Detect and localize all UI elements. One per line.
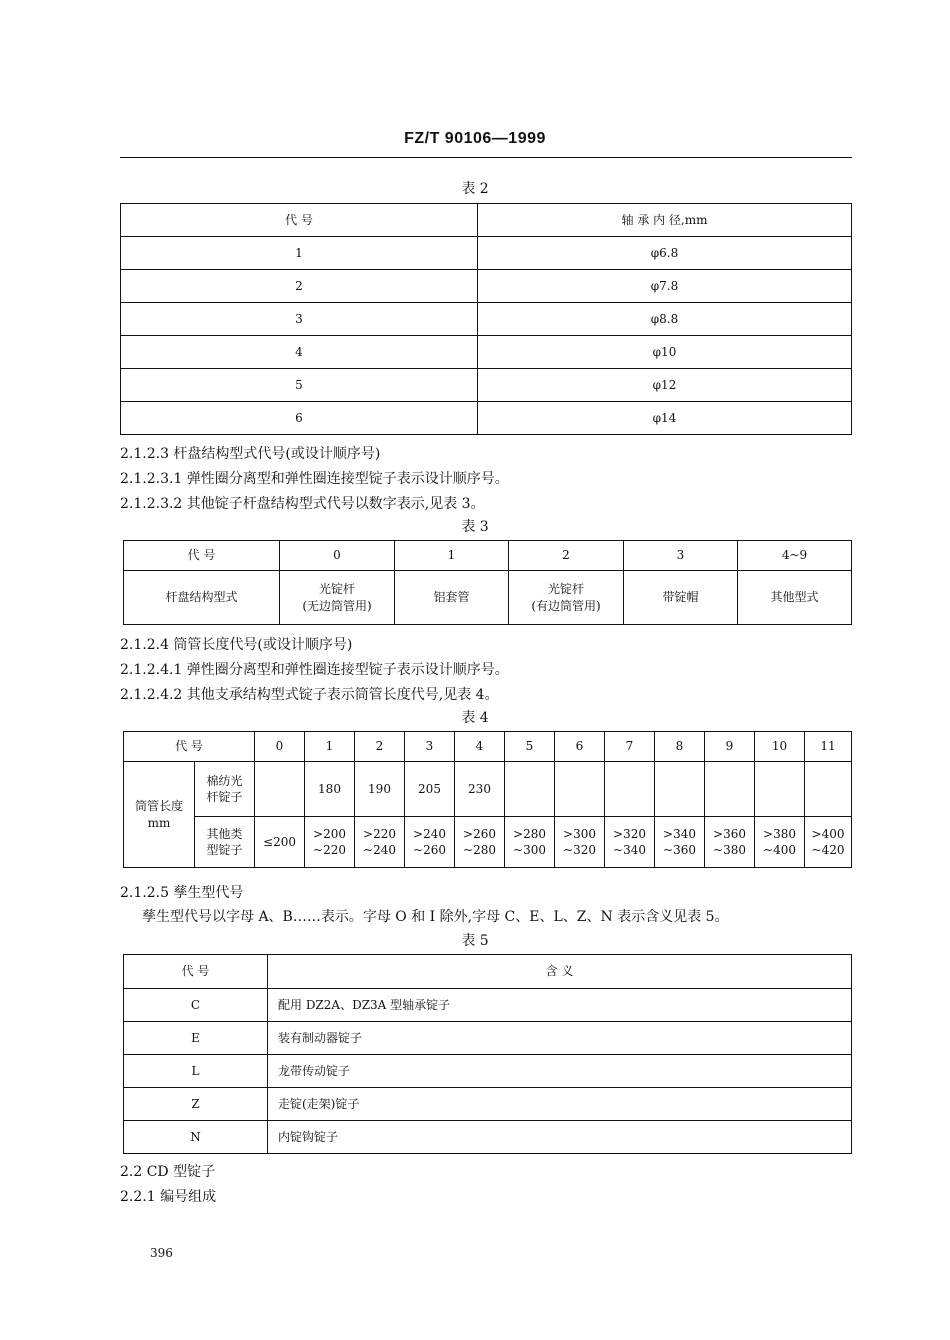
table4-cell: >280 ~300 [505,817,555,868]
section-2-1-2-3-1: 2.1.2.3.1 弹性圈分离型和弹性圈连接型锭子表示设计顺序号。 [120,471,509,487]
table-row [124,1022,852,1055]
table4-cell [655,762,705,817]
table3-cell: 其他型式 [738,571,852,625]
section-2-2-1: 2.2.1 编号组成 [120,1189,217,1205]
table2-cell: φ7.8 [478,270,852,303]
table-row [121,369,852,402]
section-2-1-2-3-2: 2.1.2.3.2 其他锭子杆盘结构型式代号以数字表示,见表 3。 [120,496,485,512]
table4-code: 8 [655,732,705,762]
page-number: 396 [150,1246,173,1260]
table4-code: 4 [455,732,505,762]
table-4 [123,731,852,868]
table-row [121,237,852,270]
table4-cell: 230 [455,762,505,817]
table2-cell: 4 [121,336,478,369]
table3-header: 3 [624,541,738,571]
table4-cell: >400 ~420 [805,817,852,868]
table-5 [123,954,852,1154]
table2-cell: φ12 [478,369,852,402]
table5-code: E [124,1022,268,1055]
table5-meaning: 装有制动器锭子 [268,1022,852,1055]
table4-cell: >320 ~340 [605,817,655,868]
table4-cell: >220 ~240 [355,817,405,868]
table-row [124,762,852,817]
table3-cell: 光锭杆 (有边筒管用) [509,571,624,625]
table4-code: 7 [605,732,655,762]
section-2-1-2-5: 2.1.2.5 孳生型代号 [120,885,244,901]
table4-cell [555,762,605,817]
table4-code: 0 [255,732,305,762]
table-row [124,817,852,868]
table5-code: Z [124,1088,268,1121]
table4-code: 3 [405,732,455,762]
table5-code: C [124,989,268,1022]
table5-meaning: 内锭钩锭子 [268,1121,852,1154]
table5-meaning: 配用 DZ2A、DZ3A 型轴承锭子 [268,989,852,1022]
section-2-1-2-4-2: 2.1.2.4.2 其他支承结构型式锭子表示筒管长度代号,见表 4。 [120,687,499,703]
table3-header: 1 [395,541,509,571]
table2-cell: φ14 [478,402,852,435]
table4-cell [255,762,305,817]
table4-group-label: 筒管长度 mm [124,762,195,868]
table-row [121,303,852,336]
section-2-1-2-4: 2.1.2.4 筒管长度代号(或设计顺序号) [120,637,353,653]
table2-cell: 5 [121,369,478,402]
table-2 [120,203,852,435]
table2-cell: 1 [121,237,478,270]
table-row [121,402,852,435]
table4-cell [605,762,655,817]
table4-code: 11 [805,732,852,762]
table5-header-meaning: 含 义 [268,955,852,989]
table2-cell: 6 [121,402,478,435]
table-row [124,571,852,625]
table4-code: 2 [355,732,405,762]
table4-cell [755,762,805,817]
table-3 [123,540,852,625]
section-2-1-2-3: 2.1.2.3 杆盘结构型式代号(或设计顺序号) [120,446,381,462]
table5-meaning: 龙带传动锭子 [268,1055,852,1088]
table3-cell: 带锭帽 [624,571,738,625]
table3-header: 2 [509,541,624,571]
section-2-1-2-5-body: 孳生型代号以字母 A、B……表示。字母 O 和 I 除外,字母 C、E、L、Z、N 表示含义见表 5。 [142,909,729,925]
table2-caption: 表 2 [461,181,489,197]
table3-cell: 光锭杆 (无边筒管用) [280,571,395,625]
table4-row1-label: 棉纺光 杆锭子 [195,762,255,817]
table5-code: L [124,1055,268,1088]
table3-header: 4~9 [738,541,852,571]
document-header: FZ/T 90106—1999 [404,130,546,147]
table-row [124,1121,852,1154]
table4-cell [705,762,755,817]
table4-cell: 205 [405,762,455,817]
table4-cell: >360 ~380 [705,817,755,868]
table4-cell [505,762,555,817]
table2-header-diameter: 轴 承 内 径,mm [478,204,852,237]
table4-row2-label: 其他类 型锭子 [195,817,255,868]
table4-cell: ≤200 [255,817,305,868]
table-row [121,336,852,369]
table5-header-code: 代 号 [124,955,268,989]
table2-cell: 3 [121,303,478,336]
header-rule [120,157,852,158]
table3-caption: 表 3 [461,519,489,535]
table-row [121,270,852,303]
section-2-2: 2.2 CD 型锭子 [120,1164,216,1180]
table2-header-code: 代 号 [121,204,478,237]
table4-cell: >380 ~400 [755,817,805,868]
table-row [124,1055,852,1088]
table2-cell: φ10 [478,336,852,369]
table4-cell [805,762,852,817]
table-row [124,989,852,1022]
table4-code: 9 [705,732,755,762]
table3-cell: 铝套管 [395,571,509,625]
table4-cell: >200 ~220 [305,817,355,868]
table4-code: 6 [555,732,605,762]
table4-code: 1 [305,732,355,762]
table2-cell: 2 [121,270,478,303]
table4-code: 10 [755,732,805,762]
table3-row-label: 杆盘结构型式 [124,571,280,625]
table4-cell: 190 [355,762,405,817]
table3-header-code: 代 号 [124,541,280,571]
table4-caption: 表 4 [461,710,489,726]
table2-cell: φ8.8 [478,303,852,336]
table5-code: N [124,1121,268,1154]
table5-meaning: 走锭(走架)锭子 [268,1088,852,1121]
table3-header: 0 [280,541,395,571]
table4-cell: >300 ~320 [555,817,605,868]
table4-cell: >340 ~360 [655,817,705,868]
section-2-1-2-4-1: 2.1.2.4.1 弹性圈分离型和弹性圈连接型锭子表示设计顺序号。 [120,662,509,678]
table5-caption: 表 5 [461,933,489,949]
table4-cell: >240 ~260 [405,817,455,868]
table2-cell: φ6.8 [478,237,852,270]
table4-header-code: 代 号 [124,732,255,762]
table4-code: 5 [505,732,555,762]
table-row [124,1088,852,1121]
table4-cell: 180 [305,762,355,817]
table4-cell: >260 ~280 [455,817,505,868]
